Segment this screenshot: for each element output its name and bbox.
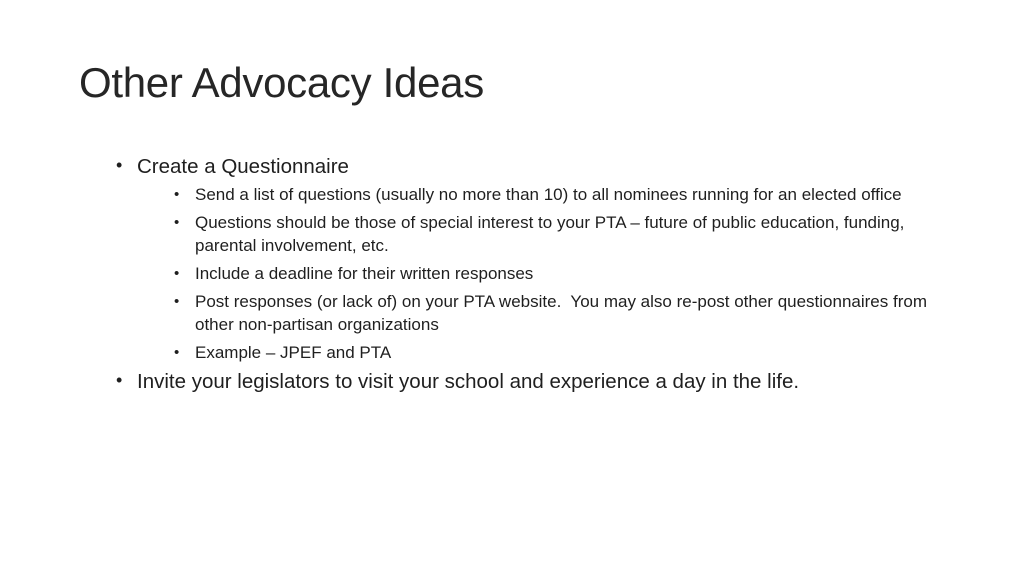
sub-bullet-item — [174, 211, 956, 257]
bullet-text: Invite your legislators to visit your school and experience a day in the life. — [137, 369, 800, 393]
sub-bullet-item — [174, 290, 956, 336]
sub-bullet-text: Send a list of questions (usually no more than 10) to all nominees running for an elected office — [195, 184, 902, 204]
sub-bullet-item — [174, 341, 956, 364]
sub-bullet-dot-icon: • — [174, 185, 180, 203]
bullet-dot-icon: • — [116, 369, 123, 390]
bullet-list — [116, 154, 956, 395]
bullet-dot-icon: • — [116, 155, 123, 175]
sub-bullet-dot-icon: • — [174, 343, 180, 361]
sub-bullet-text: Questions should be those of special interest to your PTA – future of public education, funding, parental involvement, etc. — [195, 212, 905, 255]
sub-bullet-item — [174, 183, 956, 206]
sub-bullet-text: Example – JPEF and PTA — [195, 342, 392, 362]
sub-bullet-text: Include a deadline for their written responses — [195, 263, 534, 283]
bullet-text: Create a Questionnaire — [137, 155, 349, 178]
sub-bullet-dot-icon: • — [174, 292, 180, 310]
sub-bullet-dot-icon: • — [174, 213, 180, 231]
sub-bullet-item — [174, 262, 956, 285]
sub-bullet-dot-icon: • — [174, 264, 180, 282]
bullet-item-questionnaire — [116, 154, 956, 364]
bullet-item-invite-legislators — [116, 369, 956, 396]
slide-body — [116, 154, 956, 397]
slide-title: Other Advocacy Ideas — [79, 59, 484, 106]
sub-bullet-text: Post responses (or lack of) on your PTA website. You may also re-post other questionnaires from other non-partisan organizations — [195, 291, 932, 334]
sub-bullet-list — [137, 183, 956, 364]
